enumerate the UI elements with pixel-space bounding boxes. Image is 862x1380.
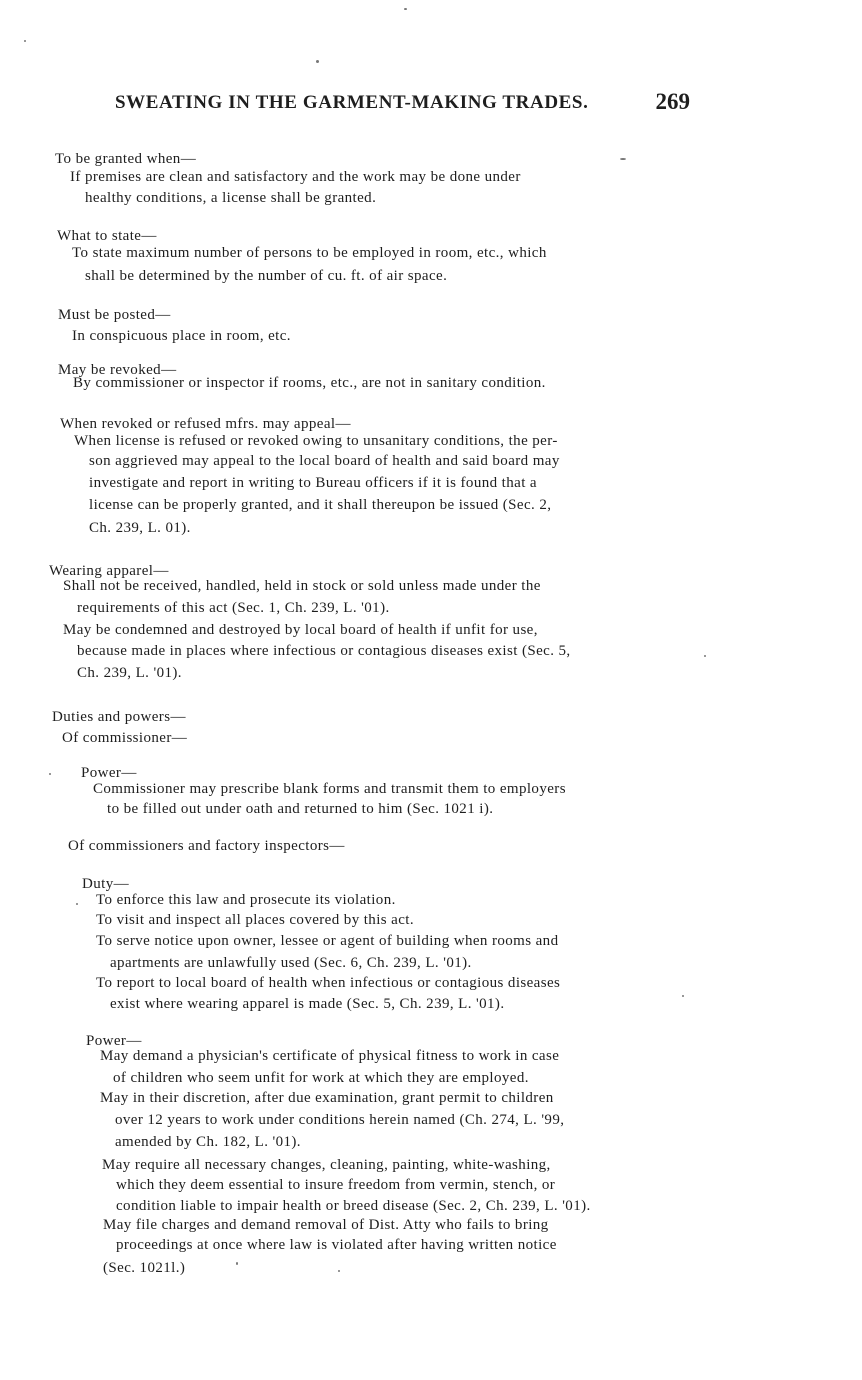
- text-line: amended by Ch. 182, L. '01).: [115, 1134, 301, 1150]
- text-line: May in their discretion, after due examination, grant permit to children: [100, 1090, 554, 1106]
- text-line: because made in places where infectious or contagious diseases exist (Sec. 5,: [77, 643, 571, 659]
- text-line: Ch. 239, L. '01).: [77, 665, 182, 681]
- text-line: Shall not be received, handled, held in stock or sold unless made under the: [63, 578, 541, 594]
- scan-speck: [620, 158, 626, 160]
- scan-speck: [682, 995, 684, 997]
- text-line: over 12 years to work under conditions herein named (Ch. 274, L. '99,: [115, 1112, 565, 1128]
- page-number: 269: [655, 89, 690, 114]
- subsection-heading: Of commissioner—: [62, 730, 188, 746]
- text-line: son aggrieved may appeal to the local board of health and said board may: [89, 453, 560, 469]
- section-heading: May be revoked—: [58, 362, 177, 378]
- subsection-heading: Power—: [86, 1033, 142, 1049]
- text-line: requirements of this act (Sec. 1, Ch. 239, L. '01).: [77, 600, 390, 616]
- text-line: To serve notice upon owner, lessee or agent of building when rooms and: [96, 933, 559, 949]
- text-line: May demand a physician's certificate of physical fitness to work in case: [100, 1048, 560, 1064]
- scan-speck: [49, 773, 51, 775]
- subsection-heading: Power—: [81, 765, 137, 781]
- text-line: By commissioner or inspector if rooms, etc., are not in sanitary condition.: [73, 375, 546, 391]
- text-line: To report to local board of health when infectious or contagious diseases: [96, 975, 561, 991]
- section-heading: Duties and powers—: [52, 709, 186, 725]
- text-line: May be condemned and destroyed by local board of health if unfit for use,: [63, 622, 538, 638]
- section-heading: To be granted when—: [55, 151, 197, 167]
- text-line: investigate and report in writing to Bureau officers if it is found that a: [89, 475, 537, 491]
- text-line: To state maximum number of persons to be employed in room, etc., which: [72, 245, 547, 261]
- text-line: condition liable to impair health or breed disease (Sec. 2, Ch. 239, L. '01).: [116, 1198, 591, 1214]
- text-line: Commissioner may prescribe blank forms and transmit them to employers: [93, 781, 566, 797]
- section-heading: Must be posted—: [58, 307, 171, 323]
- text-line: To enforce this law and prosecute its violation.: [96, 892, 396, 908]
- section-heading: Wearing apparel—: [49, 563, 169, 579]
- subsection-heading: Duty—: [82, 876, 129, 892]
- text-line: (Sec. 1021l.): [103, 1260, 186, 1276]
- text-line: proceedings at once where law is violated after having written notice: [116, 1237, 557, 1253]
- scan-speck: [236, 1262, 238, 1265]
- scan-speck: [338, 1270, 340, 1272]
- page-header: [115, 89, 690, 120]
- text-line: exist where wearing apparel is made (Sec. 5, Ch. 239, L. '01).: [110, 996, 505, 1012]
- text-line: To visit and inspect all places covered by this act.: [96, 912, 414, 928]
- scan-speck: [316, 60, 319, 63]
- running-title: SWEATING IN THE GARMENT-MAKING TRADES.: [115, 92, 589, 113]
- subsection-heading: Of commissioners and factory inspectors—: [68, 838, 345, 854]
- section-heading: What to state—: [57, 228, 157, 244]
- scan-speck: [404, 8, 407, 10]
- text-line: When license is refused or revoked owing to unsanitary conditions, the per-: [74, 433, 558, 449]
- text-line: Ch. 239, L. 01).: [89, 520, 191, 536]
- text-line: shall be determined by the number of cu. ft. of air space.: [85, 268, 448, 284]
- scan-speck: [24, 40, 26, 42]
- scan-speck: [76, 903, 78, 905]
- text-line: If premises are clean and satisfactory and the work may be done under: [70, 169, 521, 185]
- text-line: May file charges and demand removal of Dist. Atty who fails to bring: [103, 1217, 549, 1233]
- scan-speck: [704, 655, 706, 657]
- text-line: May require all necessary changes, cleaning, painting, white-washing,: [102, 1157, 551, 1173]
- text-line: healthy conditions, a license shall be granted.: [85, 190, 377, 206]
- text-line: which they deem essential to insure freedom from vermin, stench, or: [116, 1177, 556, 1193]
- text-line: license can be properly granted, and it shall thereupon be issued (Sec. 2,: [89, 497, 552, 513]
- text-line: apartments are unlawfully used (Sec. 6, Ch. 239, L. '01).: [110, 955, 472, 971]
- text-line: In conspicuous place in room, etc.: [72, 328, 291, 344]
- text-line: to be filled out under oath and returned to him (Sec. 1021 i).: [107, 801, 494, 817]
- text-line: of children who seem unfit for work at which they are employed.: [113, 1070, 529, 1086]
- section-heading: When revoked or refused mfrs. may appeal—: [60, 416, 351, 432]
